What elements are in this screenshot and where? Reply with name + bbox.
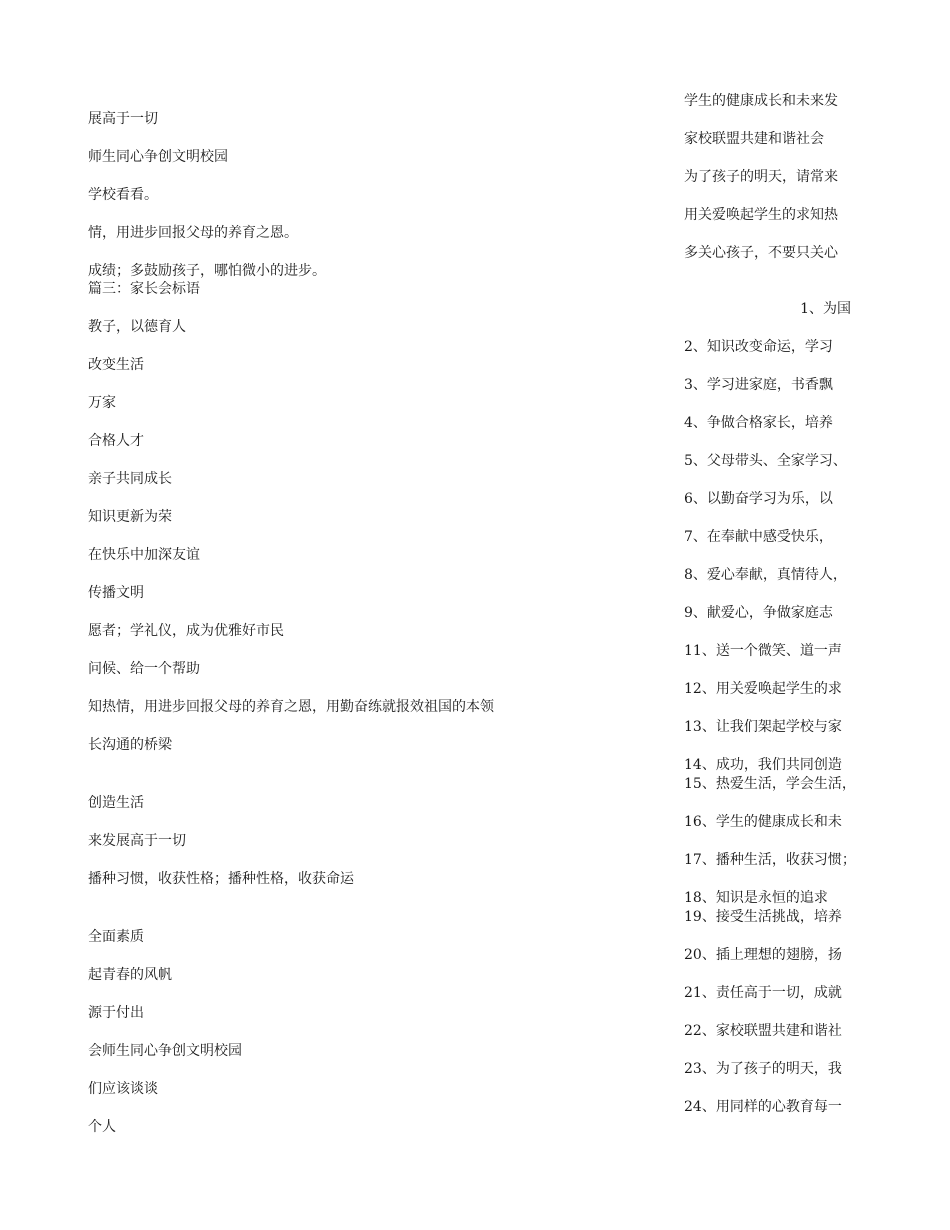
text-line: 知识更新为荣: [88, 509, 172, 525]
text-line: 学校看看。: [88, 187, 158, 203]
list-item: 20、插上理想的翅膀，扬: [684, 947, 842, 963]
list-item: 15、热爱生活，学会生活，: [684, 776, 856, 792]
list-item: 24、用同样的心教育每一: [684, 1099, 842, 1115]
list-item: 16、学生的健康成长和未: [684, 814, 842, 830]
list-item: 7、在奉献中感受快乐，: [684, 529, 833, 545]
list-item: 8、爱心奉献，真情待人，: [684, 567, 847, 583]
text-line: 个人: [88, 1119, 116, 1135]
list-item: 17、播种生活，收获习惯；: [684, 852, 856, 868]
list-item: 21、责任高于一切，成就: [684, 985, 842, 1001]
list-item: 18、知识是永恒的追求: [684, 890, 828, 906]
list-item: 9、献爱心，争做家庭志: [684, 605, 833, 621]
text-line: 全面素质: [88, 929, 144, 945]
text-line: 改变生活: [88, 357, 144, 373]
text-line: 来发展高于一切: [88, 833, 186, 849]
text-line: 为了孩子的明天，请常来: [684, 169, 838, 185]
text-line: 源于付出: [88, 1005, 144, 1021]
list-item: 5、父母带头、全家学习、: [684, 453, 847, 469]
text-line: 会师生同心争创文明校园: [88, 1043, 242, 1059]
text-line: 用关爱唤起学生的求知热: [684, 207, 838, 223]
list-item: 22、家校联盟共建和谐社: [684, 1023, 842, 1039]
text-line: 传播文明: [88, 585, 144, 601]
text-line: 教子，以德育人: [88, 319, 186, 335]
text-line: 万家: [88, 395, 116, 411]
text-line: 情，用进步回报父母的养育之恩。: [88, 225, 298, 241]
text-line: 师生同心争创文明校园: [88, 149, 228, 165]
text-line: 问候、给一个帮助: [88, 661, 200, 677]
section-heading: 篇三：家长会标语: [88, 281, 200, 297]
list-item: 4、争做合格家长，培养: [684, 415, 833, 431]
text-line: 创造生活: [88, 795, 144, 811]
list-item: 23、为了孩子的明天，我: [684, 1061, 842, 1077]
text-line: 起青春的风帆: [88, 967, 172, 983]
text-line: 在快乐中加深友谊: [88, 547, 200, 563]
list-item: 11、送一个微笑、道一声: [684, 643, 842, 659]
text-line: 愿者；学礼仪，成为优雅好市民: [88, 623, 284, 639]
text-line: 家校联盟共建和谐社会: [684, 131, 824, 147]
text-line: 展高于一切: [88, 111, 158, 127]
text-line: 知热情，用进步回报父母的养育之恩，用勤奋练就报效祖国的本领: [88, 699, 494, 715]
list-item: 1、为国: [800, 301, 851, 317]
list-item: 19、接受生活挑战，培养: [684, 909, 842, 925]
text-line: 亲子共同成长: [88, 471, 172, 487]
list-item: 3、学习进家庭，书香飘: [684, 377, 833, 393]
text-line: 成绩；多鼓励孩子，哪怕微小的进步。: [88, 263, 326, 279]
text-line: 们应该谈谈: [88, 1081, 158, 1097]
text-line: 多关心孩子，不要只关心: [684, 245, 838, 261]
text-line: 合格人才: [88, 433, 144, 449]
text-line: 播种习惯，收获性格；播种性格，收获命运: [88, 871, 354, 887]
list-item: 14、成功，我们共同创造: [684, 757, 842, 773]
text-line: 长沟通的桥梁: [88, 737, 172, 753]
list-item: 13、让我们架起学校与家: [684, 719, 842, 735]
list-item: 12、用关爱唤起学生的求: [684, 681, 842, 697]
list-item: 6、以勤奋学习为乐，以: [684, 491, 833, 507]
text-line: 学生的健康成长和未来发: [684, 93, 838, 109]
list-item: 2、知识改变命运，学习: [684, 339, 833, 355]
